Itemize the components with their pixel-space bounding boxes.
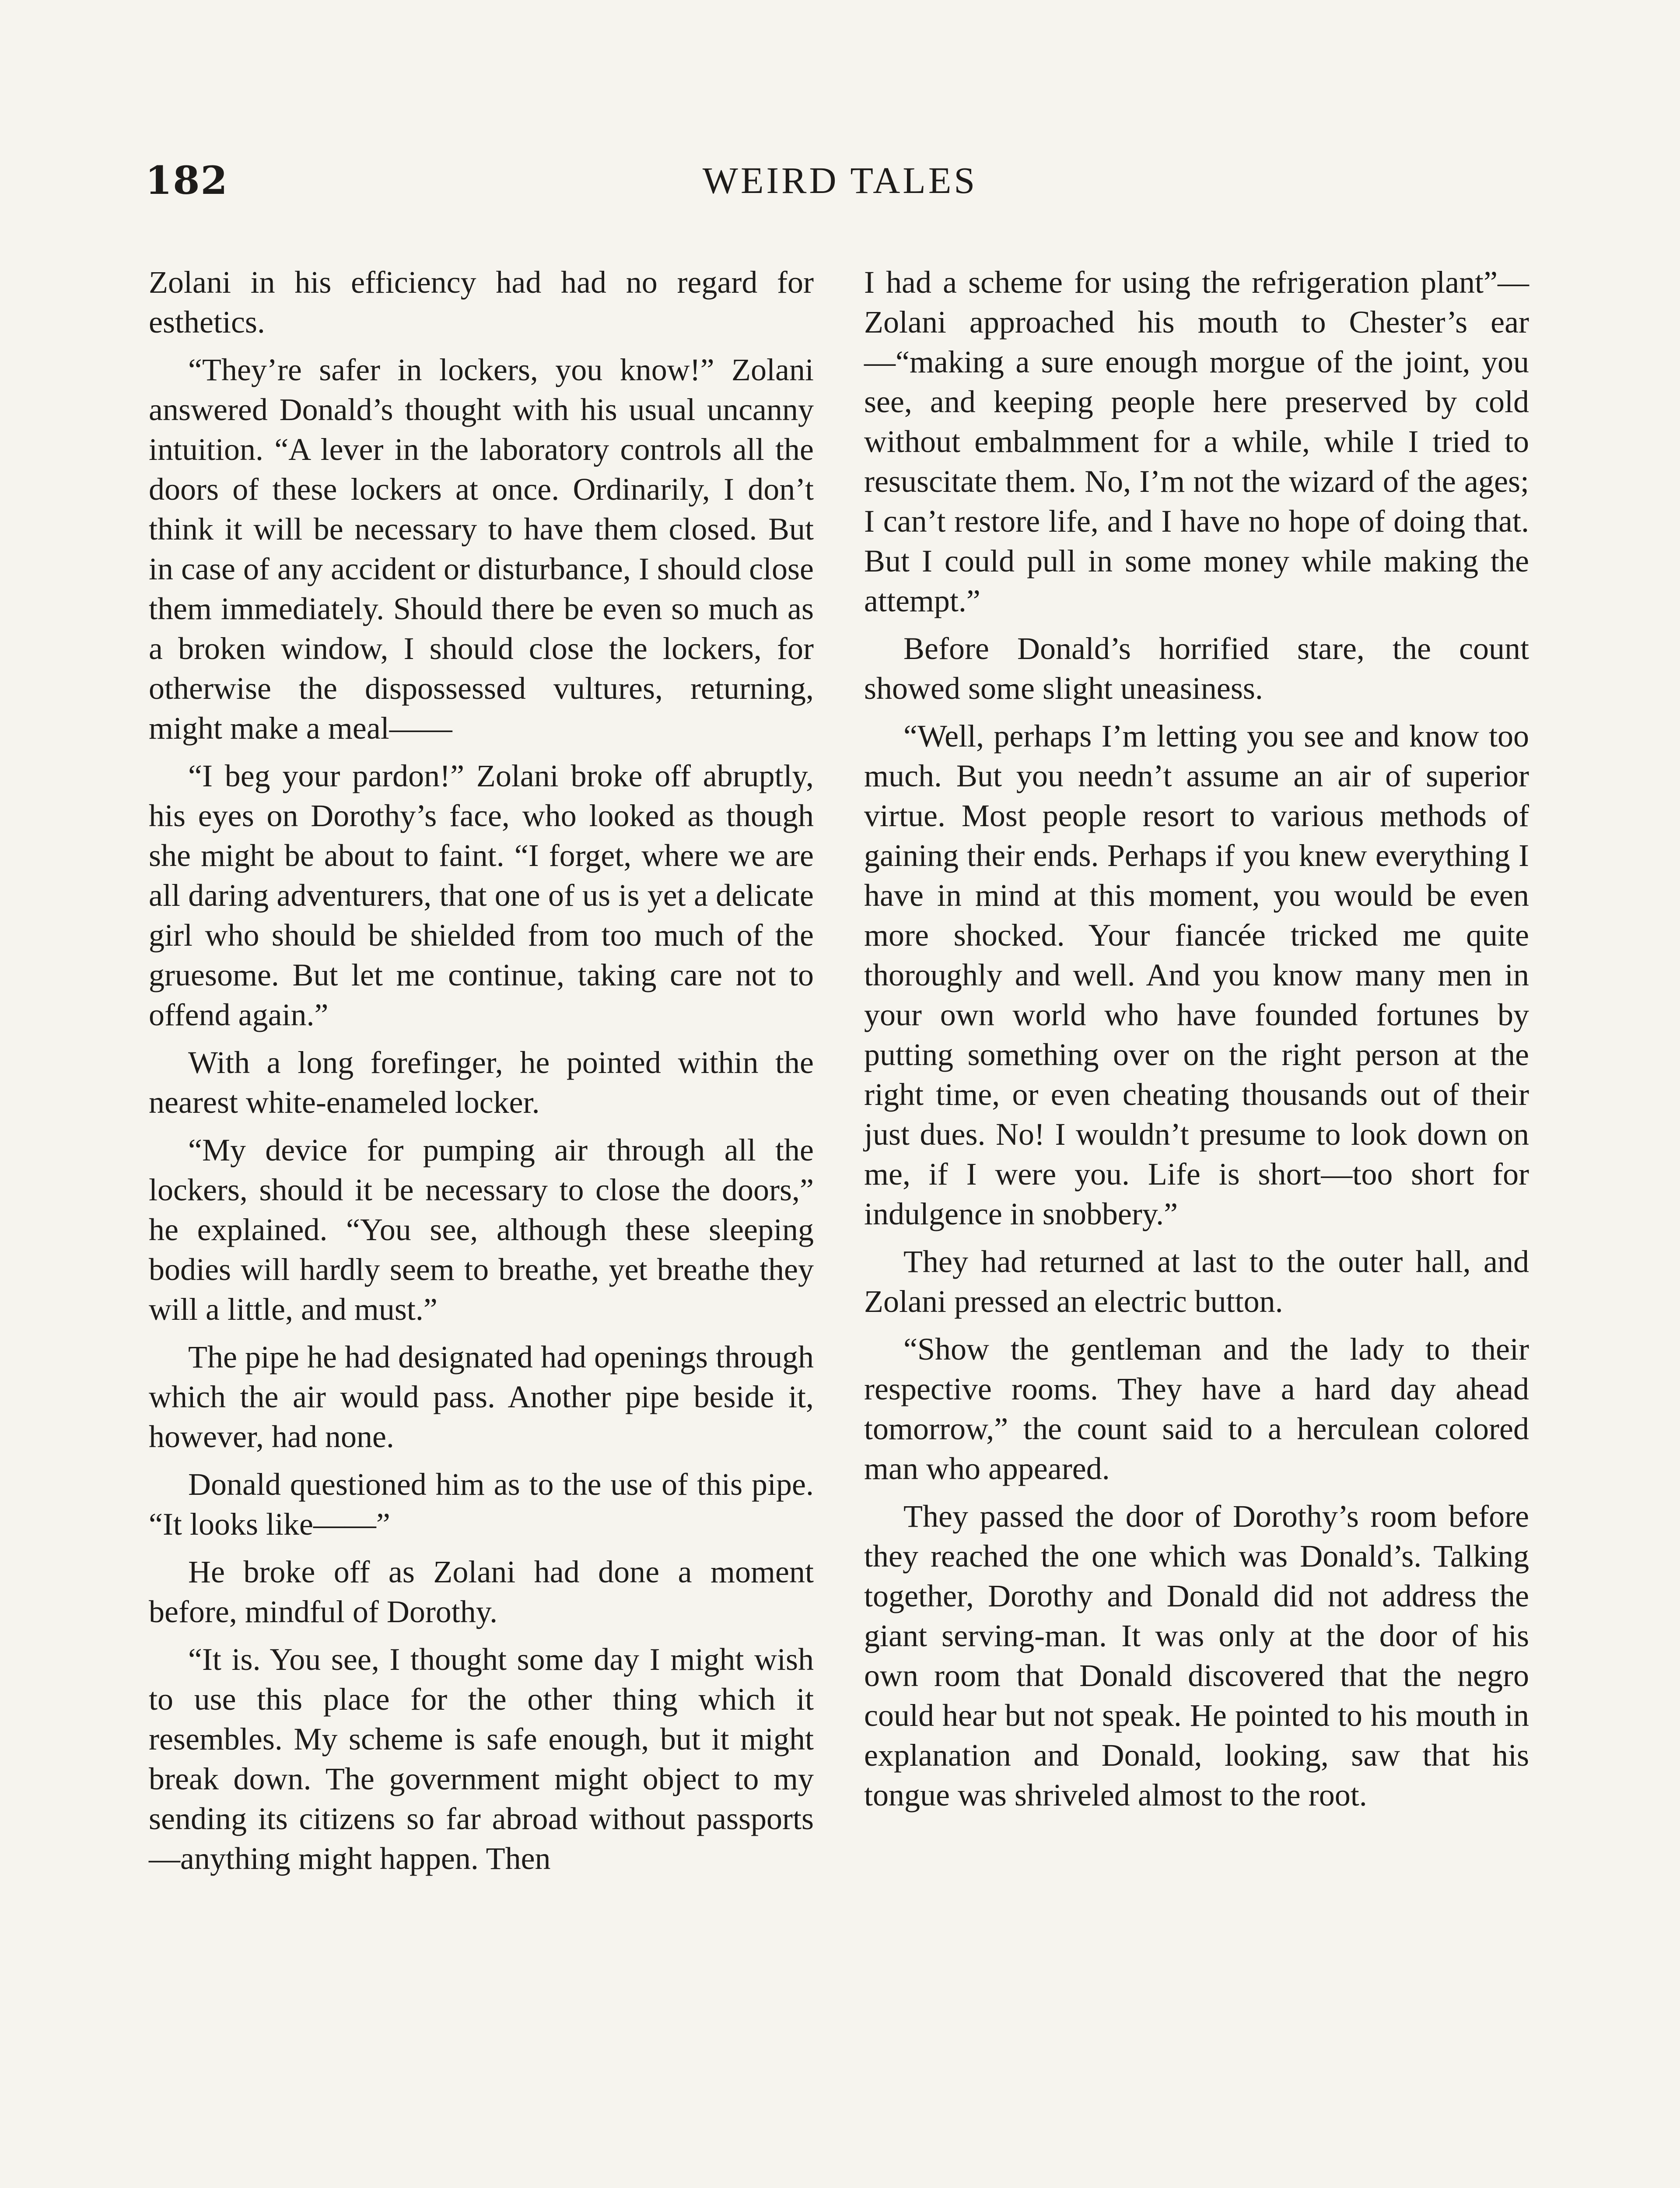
paragraph: “My device for pumping air through all the lockers, should it be necessary to close the doors,” he explained. “You see, although these sleeping bodies will hardly seem to breathe, yet breathe they will a little, and must.” [149,1133,814,1327]
right-column [864,263,1529,1823]
paragraph: “I beg your pardon!” Zolani broke off abruptly, his eyes on Dorothy’s face, who looked as though she might be about to faint. “I forget, where we are all daring adventurers, that one of us is yet a delicate girl who should be shielded from too much of the gruesome. But let me continue, taking care not to offend again.” [149,758,814,1032]
paragraph: They passed the door of Dorothy’s room before they reached the one which was Donald’s. Talking together, Dorothy and Donald did not address the giant serving-man. It was only at the door of his own room that Donald discovered that the negro could hear but not speak. He pointed to his mouth in explanation and Donald, looking, saw that his tongue was shriveled almost to the root. [864,1499,1529,1813]
paragraph: “Well, perhaps I’m letting you see and know too much. But you needn’t assume an air of superior virtue. Most people resort to various methods of gaining their ends. Perhaps if you knew everything I have in mind at this moment, you would be even more shocked. Your fiancée tricked me quite thoroughly and well. And you know many men in your own world who have founded fortunes by putting something over on the right person at the right time, or even cheating thousands out of their just dues. No! I wouldn’t presume to look down on me, if I were you. Life is short—too short for indulgence in snobbery.” [864,719,1529,1231]
left-column [149,263,814,1886]
paragraph: They had returned at last to the outer hall, and Zolani pressed an electric button. [864,1244,1529,1319]
page-number: 182 [145,158,228,203]
paragraph: Donald questioned him as to the use of this pipe. “It looks like——” [149,1467,814,1542]
paragraph: “They’re safer in lockers, you know!” Zolani answered Donald’s thought with his usual uncanny intuition. “A lever in the laboratory controls all the doors of these lockers at once. Ordinarily, I don’t think it will be necessary to have them closed. But in case of any accident or disturbance, I should close them immediately. Should there be even so much as a broken window, I should close the lockers, for otherwise the dispossessed vultures, returning, might make a meal—— [149,352,814,746]
paragraph: “Show the gentleman and the lady to their respective rooms. They have a hard day ahead tomorrow,” the count said to a herculean colored man who appeared. [864,1332,1529,1486]
paragraph: He broke off as Zolani had done a moment before, mindful of Dorothy. [149,1554,814,1629]
running-head-title: WEIRD TALES [702,159,978,201]
paragraph: Before Donald’s horrified stare, the count showed some slight uneasiness. [864,631,1529,706]
paragraph: Zolani in his efficiency had had no regard for esthetics. [149,265,814,340]
paragraph: I had a scheme for using the refrigeration plant”—Zolani approached his mouth to Chester’s ear —“making a sure enough morgue of the joint, you see, and keeping people here preserved by cold without embalmment for a while, while I tried to resuscitate them. No, I’m not the wizard of the ages; I can’t restore life, and I have no hope of doing that. But I could pull in some money while making the attempt.” [864,265,1529,618]
paragraph: The pipe he had designated had openings through which the air would pass. Another pipe beside it, however, had none. [149,1339,814,1454]
paragraph: “It is. You see, I thought some day I might wish to use this place for the other thing which it resembles. My scheme is safe enough, but it might break down. The government might object to my sending its citizens so far abroad without passports—anything might happen. Then [149,1642,814,1876]
paragraph: With a long forefinger, he pointed within the nearest white-enameled locker. [149,1045,814,1120]
